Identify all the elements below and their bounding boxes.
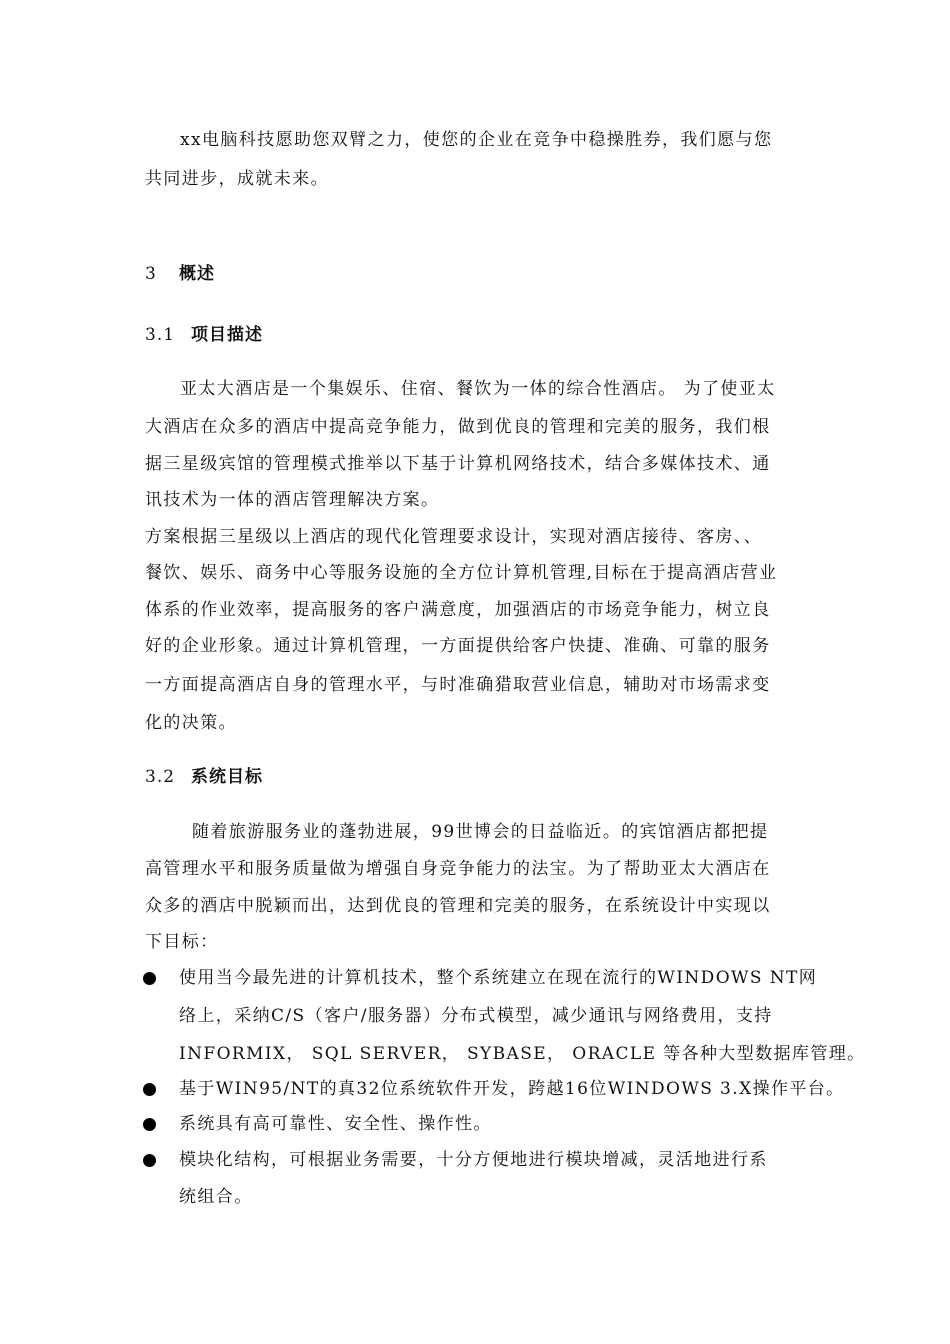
- section-number: 3.1: [145, 325, 176, 345]
- paragraph-line: 好的企业形象。通过计算机管理，一方面提供给客户快捷、准确、可靠的服务: [145, 636, 771, 656]
- bullet-dot-icon: [143, 972, 156, 985]
- bullet-dot-icon: [143, 1154, 156, 1167]
- section-3-heading: [145, 262, 215, 286]
- section-title: 概述: [179, 264, 215, 284]
- intro-line: 共同进步，成就未来。: [145, 169, 329, 189]
- section-3-1-heading: [145, 323, 263, 347]
- paragraph-line: 亚太大酒店是一个集娱乐、住宿、餐饮为一体的综合性酒店。 为了使亚太: [180, 379, 776, 399]
- bullet-line: 络上，采纳C/S（客户/服务器）分布式模型，减少通讯与网络费用，支持: [179, 1006, 773, 1026]
- paragraph-line: 方案根据三星级以上酒店的现代化管理要求设计，实现对酒店接待、客房、、: [145, 527, 763, 547]
- section-title: 项目描述: [191, 325, 263, 345]
- paragraph-line: 众多的酒店中脱颖而出，达到优良的管理和完美的服务，在系统设计中实现以: [145, 896, 771, 916]
- bullet-line: 使用当今最先进的计算机技术，整个系统建立在现在流行的WINDOWS NT网: [179, 968, 818, 988]
- section-title: 系统目标: [191, 767, 263, 787]
- paragraph-line: 随着旅游服务业的蓬勃进展，99世博会的日益临近。的宾馆酒店都把提: [192, 822, 769, 842]
- bullet-dot-icon: [143, 1083, 156, 1096]
- paragraph-line: 讯技术为一体的酒店管理解决方案。: [145, 490, 440, 510]
- bullet-line: 基于WIN95/NT的真32位系统软件开发，跨越16位WINDOWS 3.X操作平台。: [179, 1079, 845, 1099]
- paragraph-line: 餐饮、娱乐、商务中心等服务设施的全方位计算机管理,目标在于提高酒店营业: [145, 563, 778, 583]
- paragraph-line: 高管理水平和服务质量做为增强自身竞争能力的法宝。为了帮助亚太大酒店在: [145, 859, 771, 879]
- paragraph-line: 化的决策。: [145, 713, 237, 733]
- bullet-line: 模块化结构，可根据业务需要，十分方便地进行模块增减，灵活地进行系: [179, 1150, 768, 1170]
- section-number: 3: [145, 264, 157, 284]
- paragraph-line: 据三星级宾馆的管理模式推举以下基于计算机网络技术，结合多媒体技术、通: [145, 454, 771, 474]
- paragraph-line: 下目标：: [145, 932, 219, 952]
- paragraph-line: 体系的作业效率，提高服务的客户满意度，加强酒店的市场竞争能力，树立良: [145, 600, 771, 620]
- section-number: 3.2: [145, 767, 176, 787]
- section-3-2-heading: [145, 765, 263, 789]
- paragraph-line: 一方面提高酒店自身的管理水平，与时准确猎取营业信息，辅助对市场需求变: [145, 675, 771, 695]
- bullet-dot-icon: [143, 1118, 156, 1131]
- bullet-line: INFORMIX， SQL SERVER， SYBASE， ORACLE 等各种大型数据库管理。: [179, 1044, 866, 1064]
- bullet-line: 系统具有高可靠性、安全性、操作性。: [179, 1114, 492, 1134]
- bullet-line: 统组合。: [179, 1187, 253, 1207]
- intro-line: xx电脑科技愿助您双臂之力，使您的企业在竞争中稳操胜券，我们愿与您: [180, 130, 773, 150]
- paragraph-line: 大酒店在众多的酒店中提高竞争能力，做到优良的管理和完美的服务，我们根: [145, 417, 771, 437]
